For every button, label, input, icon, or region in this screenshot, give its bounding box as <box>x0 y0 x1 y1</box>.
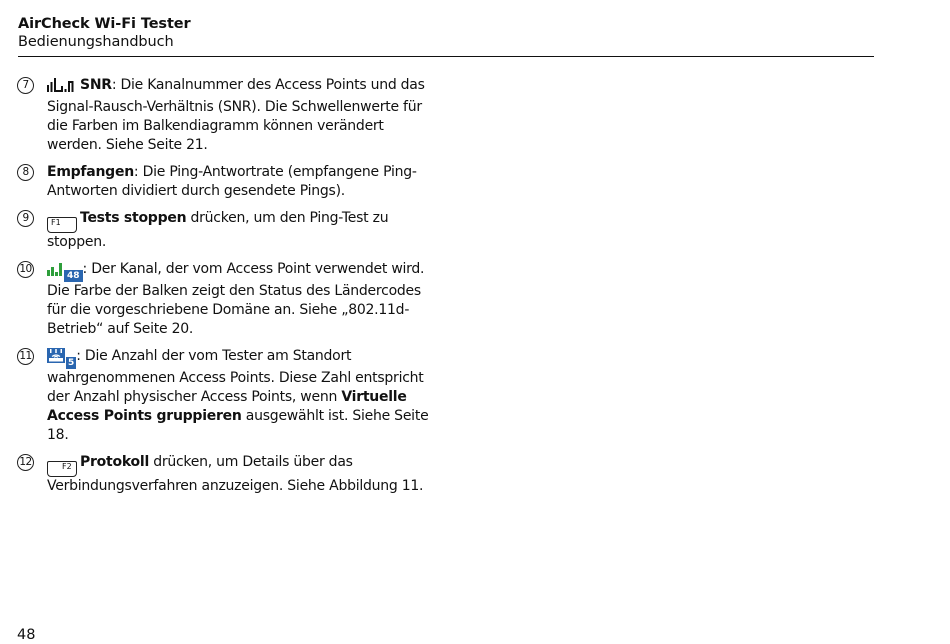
term-tests-stoppen: Tests stoppen <box>80 210 187 226</box>
manual-subtitle: Bedienungshandbuch <box>18 34 174 50</box>
callout-item-9 <box>17 209 437 252</box>
term-snr: SNR <box>80 77 112 93</box>
callout-item-8 <box>17 163 437 201</box>
callout-text-8: : Die Ping-Antwortrate (empfangene Ping-Antworten dividiert durch gesendete Pings). <box>47 164 417 199</box>
callout-item-7 <box>17 76 437 155</box>
callout-text-9: drücken, um den Ping-Test zu stoppen. <box>47 210 389 250</box>
term-virtuelle-access-points: Virtuelle Access Points gruppieren <box>47 389 407 424</box>
callout-text-11-before: : Die Anzahl der vom Tester am Standort wahrgenommenen Access Points. Diese Zahl entspricht der Anzahl physischer Access Points, wenn <box>47 348 424 405</box>
header-divider <box>18 56 874 57</box>
callout-number-10: 10 <box>17 261 34 278</box>
snr-bars-icon <box>47 77 77 98</box>
callout-text-12: drücken, um Details über das Verbindungsverfahren anzuzeigen. Siehe Abbildung 11. <box>47 454 424 494</box>
page-number: 48 <box>17 627 36 643</box>
callout-item-12 <box>17 453 437 496</box>
access-point-count-badge: 5 <box>68 358 75 368</box>
callout-number-9: 9 <box>17 210 34 227</box>
callout-text-7: : Die Kanalnummer des Access Points und das Signal-Rausch-Verhältnis (SNR). Die Schwellenwerte für die Farben im Balkendiagramm können verändert werden. Siehe Seite 21. <box>47 77 425 153</box>
callout-number-7: 7 <box>17 77 34 94</box>
callout-number-8: 8 <box>17 164 34 181</box>
callout-item-11 <box>17 347 437 445</box>
callout-list <box>17 76 437 504</box>
term-empfangen: Empfangen <box>47 164 134 180</box>
callout-item-10 <box>17 260 437 339</box>
manual-title: AirCheck Wi-Fi Tester <box>18 16 191 32</box>
callout-number-12: 12 <box>17 454 34 471</box>
f1-key-icon: F1 <box>47 217 77 233</box>
callout-text-11-after: ausgewählt ist. Siehe Seite 18. <box>47 408 429 443</box>
callout-text-10: : Der Kanal, der vom Access Point verwendet wird. Die Farbe der Balken zeigt den Status des Ländercodes für die vorgeschriebene Domäne an. Siehe „802.11d-Betrieb“ auf Seite 20. <box>47 261 425 337</box>
page-header <box>18 15 874 51</box>
channel-number-badge: 48 <box>64 270 83 282</box>
callout-number-11: 11 <box>17 348 34 365</box>
channel-bars-icon <box>47 261 63 282</box>
term-protokoll: Protokoll <box>80 454 149 470</box>
access-point-icon <box>47 348 65 369</box>
access-point-count-indicator <box>47 348 76 369</box>
f2-key-icon: F2 <box>47 461 77 477</box>
channel-indicator <box>47 261 83 282</box>
